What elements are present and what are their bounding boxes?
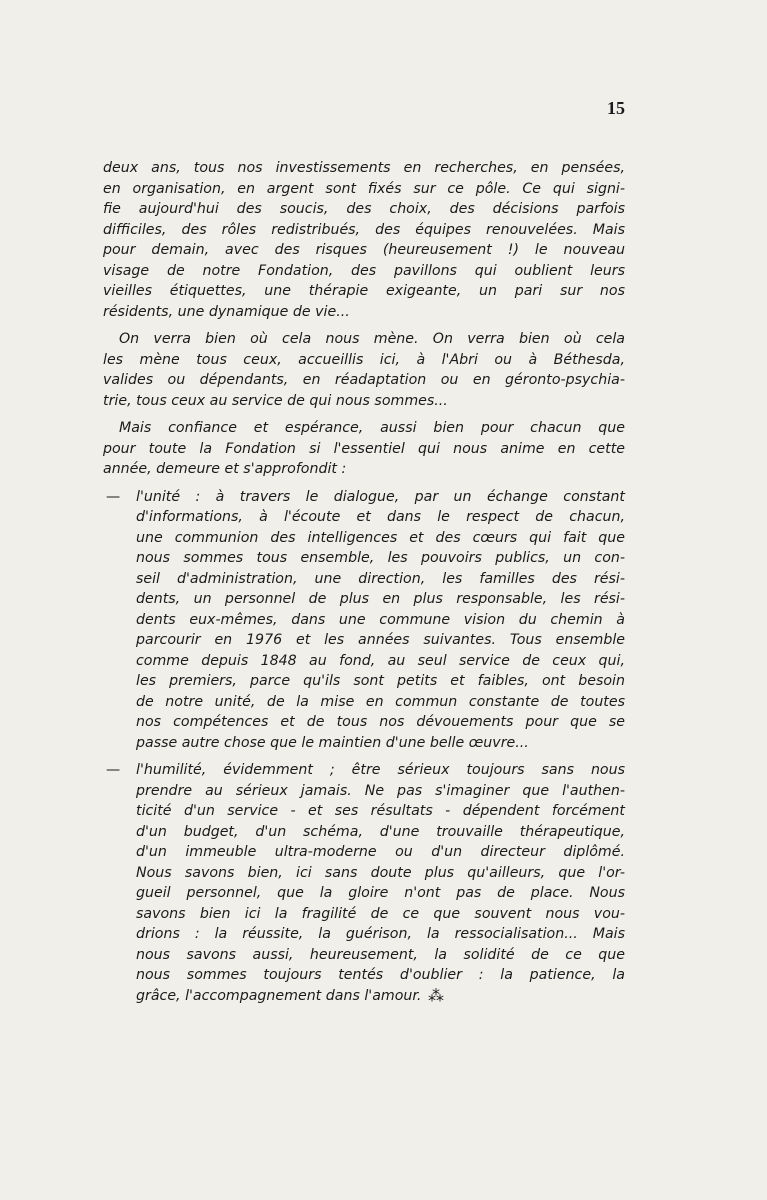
paragraph-3 xyxy=(103,418,625,480)
paragraph-1 xyxy=(103,158,625,322)
text-line: une communion des intelligences et des cœurs qui fait que xyxy=(136,529,625,546)
text-line: nous sommes tous ensemble, les pouvoirs publics, un con- xyxy=(136,550,625,566)
text-line: On verra bien où cela nous mène. On verra bien où cela xyxy=(119,331,625,347)
text-line: fie aujourd'hui des soucis, des choix, des décisions parfois xyxy=(103,201,625,217)
text-line: ticité d'un service - et ses résultats - dépendent forcément xyxy=(136,803,625,819)
text-line: d'un immeuble ultra-moderne ou d'un directeur diplômé. xyxy=(136,844,625,860)
page-number: 15 xyxy=(607,98,625,118)
text-line: année, demeure et s'approfondit : xyxy=(103,461,347,477)
text-line: nous sommes toujours tentés d'oublier : la patience, la xyxy=(136,967,625,983)
text-line: les premiers, parce qu'ils sont petits et faibles, ont besoin xyxy=(136,673,625,689)
text-line: seil d'administration, une direction, les familles des rési- xyxy=(136,570,625,587)
list-item-unity xyxy=(103,487,625,754)
text-line: vieilles étiquettes, une thérapie exigeante, un pari sur nos xyxy=(103,283,625,299)
text-line: Nous savons bien, ici sans doute plus qu'ailleurs, que l'or- xyxy=(136,864,625,881)
list-item-humility xyxy=(103,760,625,1006)
text-line: les mène tous ceux, accueillis ici, à l'Abri ou à Béthesda, xyxy=(103,351,625,368)
text-line: de notre unité, de la mise en commun constante de toutes xyxy=(136,693,625,710)
text-line: savons bien ici la fragilité de ce que souvent nous vou- xyxy=(136,905,625,922)
text-line: difficiles, des rôles redistribués, des équipes renouvelées. Mais xyxy=(103,221,625,238)
text-line: drions : la réussite, la guérison, la ressocialisation... Mais xyxy=(136,926,625,942)
text-line: pour demain, avec des risques (heureusement !) le nouveau xyxy=(103,242,625,258)
text-line: pour toute la Fondation si l'essentiel qui nous anime en cette xyxy=(103,440,625,457)
text-line: valides ou dépendants, en réadaptation ou en géronto-psychia- xyxy=(103,372,625,388)
text-line: trie, tous ceux au service de qui nous sommes... xyxy=(103,392,448,409)
text-line: visage de notre Fondation, des pavillons qui oublient leurs xyxy=(103,262,625,279)
text-line: dents eux-mêmes, dans une commune vision du chemin à xyxy=(136,611,625,628)
text-line: l'unité : à travers le dialogue, par un échange constant xyxy=(136,488,625,505)
text-line: l'humilité, évidemment ; être sérieux toujours sans nous xyxy=(136,762,625,778)
section-ornament: ⁂ xyxy=(428,986,442,1005)
text-line: en organisation, en argent sont fixés sur ce pôle. Ce qui signi- xyxy=(103,180,625,197)
text-line: passe autre chose que le maintien d'une belle œuvre... xyxy=(136,734,529,751)
text-line: Mais confiance et espérance, aussi bien pour chacun que xyxy=(119,420,625,436)
dash-bullet: — xyxy=(106,762,121,778)
text-line: grâce, l'accompagnement dans l'amour. xyxy=(136,987,422,1004)
text-line: nos compétences et de tous nos dévouements pour que se xyxy=(136,714,625,730)
text-line: parcourir en 1976 et les années suivantes. Tous ensemble xyxy=(136,632,625,648)
text-line: d'un budget, d'un schéma, d'une trouvaille thérapeutique, xyxy=(136,823,625,840)
text-line: d'informations, à l'écoute et dans le respect de chacun, xyxy=(136,509,625,525)
body-text xyxy=(103,158,625,1013)
dash-bullet: — xyxy=(106,488,121,505)
text-line: deux ans, tous nos investissements en recherches, en pensées, xyxy=(103,160,625,176)
text-line: comme depuis 1848 au fond, au seul service de ceux qui, xyxy=(136,652,625,669)
text-line: nous savons aussi, heureusement, la solidité de ce que xyxy=(136,946,625,963)
text-line: prendre au sérieux jamais. Ne pas s'imaginer que l'authen- xyxy=(136,782,625,799)
text-line: dents, un personnel de plus en plus responsable, les rési- xyxy=(136,591,625,607)
text-line: gueil personnel, que la gloire n'ont pas de place. Nous xyxy=(136,885,625,901)
paragraph-2 xyxy=(103,329,625,411)
text-line: résidents, une dynamique de vie... xyxy=(103,303,350,320)
